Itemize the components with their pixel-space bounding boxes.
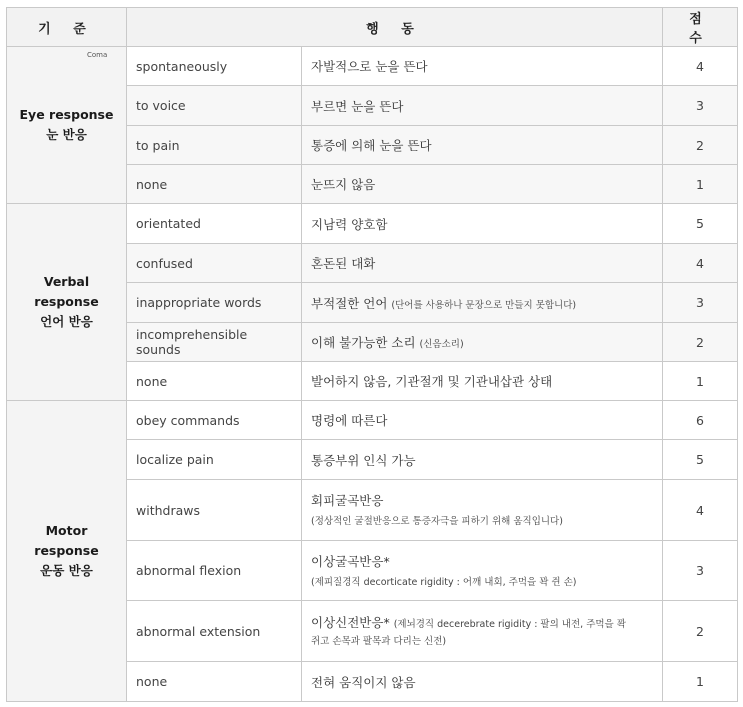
criterion-label-ko: 눈 반응 [46,127,87,142]
behavior-en: to pain [127,126,302,165]
behavior-ko: 혼돈된 대화 [302,244,663,283]
behavior-note: (제뇌경직 decerebrate rigidity : 팔의 내전, 주먹을 꽉 [393,619,626,630]
behavior-en: none [127,662,302,702]
behavior-en: orientated [127,204,302,244]
header-score: 점 수 [663,8,738,47]
behavior-ko: 통증에 의해 눈을 뜬다 [302,126,663,165]
score-value: 1 [663,165,738,204]
behavior-ko: 통증부위 인식 가능 [302,440,663,480]
criterion-label-en: Verbal response [34,274,99,309]
criterion-label-ko: 운동 반응 [40,563,93,578]
behavior-note: (제피질경직 decorticate rigidity : 어깨 내회, 주먹을 꽉 쥔 손) [311,576,577,588]
behavior-note: (단어를 사용하나 문장으로 만들지 못합니다) [391,299,577,311]
behavior-ko: 발어하지 않음, 기관절개 및 기관내삽관 상태 [302,362,663,401]
behavior-ko-cell [302,283,663,323]
behavior-ko: 지남력 양호함 [302,204,663,244]
coma-note: Coma [87,51,108,59]
criterion-label-ko: 언어 반응 [40,314,93,329]
behavior-en: abnormal extension [127,601,302,662]
criterion-label-en: Eye response [19,107,114,122]
score-value: 2 [663,601,738,662]
motor-response-criterion [7,401,127,702]
score-value: 1 [663,662,738,702]
score-value: 6 [663,401,738,440]
table-row [7,204,738,244]
table-row [7,47,738,86]
score-value: 3 [663,86,738,126]
score-value: 4 [663,480,738,541]
score-value: 5 [663,204,738,244]
score-value: 4 [663,47,738,86]
behavior-note: (정상적인 굴절반응으로 통증자극을 피하기 위해 움직입니다) [311,516,563,527]
score-value: 5 [663,440,738,480]
behavior-en: confused [127,244,302,283]
header-behavior: 행 동 [127,8,663,47]
behavior-ko-cell [302,323,663,362]
score-value: 1 [663,362,738,401]
behavior-note: (신음소리) [419,339,464,350]
eye-response-criterion [7,47,127,204]
behavior-ko-cell [302,480,663,541]
glasgow-coma-scale-table [6,7,738,702]
behavior-ko: 부르면 눈을 뜬다 [302,86,663,126]
score-value: 2 [663,323,738,362]
header-criterion: 기 준 [7,8,127,47]
score-value: 4 [663,244,738,283]
behavior-ko: 명령에 따른다 [302,401,663,440]
score-value: 3 [663,541,738,601]
behavior-ko: 이해 불가능한 소리 [311,335,416,350]
behavior-en: none [127,165,302,204]
verbal-response-criterion [7,204,127,401]
behavior-ko: 눈뜨지 않음 [302,165,663,204]
behavior-note-continued: 쥐고 손목과 팔목과 다리는 신전) [311,636,447,647]
behavior-ko: 회피굴곡반응 [311,493,384,508]
behavior-en: to voice [127,86,302,126]
behavior-ko-cell [302,541,663,601]
behavior-ko-cell [302,601,663,662]
behavior-ko: 이상신전반응* [311,615,390,630]
behavior-en: incomprehensible sounds [127,323,302,362]
behavior-en: none [127,362,302,401]
behavior-en: obey commands [127,401,302,440]
behavior-ko: 이상굴곡반응* [311,553,390,569]
behavior-en: abnormal flexion [127,541,302,601]
behavior-ko: 전혀 움직이지 않음 [302,662,663,702]
behavior-en: localize pain [127,440,302,480]
behavior-en: withdraws [127,480,302,541]
score-value: 2 [663,126,738,165]
score-value: 3 [663,283,738,323]
criterion-label-en: Motor response [34,523,99,558]
header-row [7,8,738,47]
behavior-en: inappropriate words [127,283,302,323]
behavior-ko: 부적절한 언어 [311,295,388,311]
behavior-en: spontaneously [127,47,302,86]
table-row [7,401,738,440]
behavior-ko: 자발적으로 눈을 뜬다 [302,47,663,86]
